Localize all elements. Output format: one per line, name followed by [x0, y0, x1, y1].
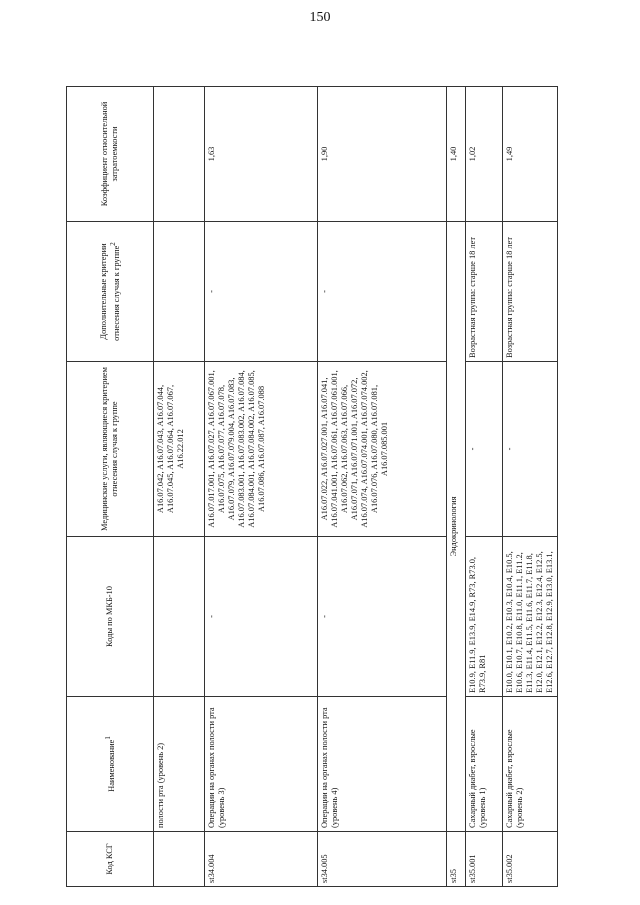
cell-name: Операции на органах полости рта (уровень 3)	[205, 697, 318, 832]
cell-services: -	[503, 362, 558, 537]
cell-coef: 1,63	[205, 87, 318, 222]
header-criteria-text: Дополнительные критерии отнесения случая к группе	[98, 243, 121, 341]
rotated-table-container	[66, 87, 578, 887]
cell-coef: 1,90	[318, 87, 447, 222]
cell-criteria: Возрастная группа: старше 18 лет	[503, 222, 558, 362]
header-mkb: Коды по МКБ-10	[67, 537, 154, 697]
section-coef: 1,40	[447, 87, 466, 222]
table-row	[466, 87, 503, 887]
cell-coef	[154, 87, 205, 222]
cell-services: A16.07.017.001, A16.07.027, A16.07.067.001, A16.07.075, A16.07.077, A16.07.078, A16.07.079, A16.07.079.004, A16.07.083, A16.07.083.001, A16.07.083.002, A16.07.084, A16.07.084.001, A16.07.084.002, A16.07.085, A16.07.086, A16.07.087, A16.07.088	[205, 362, 318, 537]
cell-mkb	[154, 537, 205, 697]
cell-name: Сахарный диабет, взрослые (уровень 1)	[466, 697, 503, 832]
header-name-footnote: 1	[103, 736, 112, 740]
section-code: st35	[447, 832, 466, 887]
header-criteria	[67, 222, 154, 362]
cell-code: st35.002	[503, 832, 558, 887]
cell-criteria: -	[318, 222, 447, 362]
table-header-row	[67, 87, 154, 887]
cell-mkb: -	[318, 537, 447, 697]
ksg-table	[66, 86, 558, 887]
table-row	[503, 87, 558, 887]
cell-code: st34.004	[205, 832, 318, 887]
page-number: 150	[309, 10, 331, 25]
section-row	[447, 87, 466, 887]
header-coef: Коэффициент относительной затратоемкости	[67, 87, 154, 222]
cell-criteria	[154, 222, 205, 362]
cell-code: st35.001	[466, 832, 503, 887]
header-name	[67, 697, 154, 832]
cell-code: st34.005	[318, 832, 447, 887]
cell-name: полости рта (уровень 2)	[154, 697, 205, 832]
header-services: Медицинские услуги, являющиеся критерием отнесения случая к группе	[67, 362, 154, 537]
header-criteria-footnote: 2	[108, 242, 117, 246]
cell-services: -	[466, 362, 503, 537]
table-row	[154, 87, 205, 887]
cell-mkb: -	[205, 537, 318, 697]
section-title: Эндокринология	[447, 222, 466, 832]
cell-name: Операции на органах полости рта (уровень 4)	[318, 697, 447, 832]
header-name-text: Наименование	[106, 739, 116, 792]
cell-mkb: E10.0, E10.1, E10.2, E10.3, E10.4, E10.5, E10.6, E10.7, E10.8, E11.0, E11.1, E11.2, E11.3, E11.4, E11.5, E11.6, E11.7, E11.8, E12.0, E12.1, E12.2, E12.3, E12.4, E12.5, E12.6, E12.7, E12.8, E12.9, E13.0, E13.1,	[503, 537, 558, 697]
cell-code	[154, 832, 205, 887]
cell-coef: 1,02	[466, 87, 503, 222]
header-code: Код КСГ	[67, 832, 154, 887]
cell-criteria: -	[205, 222, 318, 362]
cell-services: A16.07.042, A16.07.043, A16.07.044, A16.07.045, A16.07.064, A16.07.067, A16.22.012	[154, 362, 205, 537]
table-row	[318, 87, 447, 887]
cell-criteria: Возрастная группа: старше 18 лет	[466, 222, 503, 362]
cell-name: Сахарный диабет, взрослые (уровень 2)	[503, 697, 558, 832]
cell-coef: 1,49	[503, 87, 558, 222]
cell-services: A16.07.022, A16.07.027.001, A16.07.041, A16.07.041.001, A16.07.061, A16.07.061.001, A16.07.062, A16.07.063, A16.07.066, A16.07.071, A16.07.071.001, A16.07.072, A16.07.074, A16.07.074.001, A16.07.074.002, A16.07.076, A16.07.080, A16.07.081, A16.07.085.001	[318, 362, 447, 537]
table-row	[205, 87, 318, 887]
cell-mkb: E10.9, E11.9, E13.9, E14.9, R73, R73.0, R73.9, R81	[466, 537, 503, 697]
